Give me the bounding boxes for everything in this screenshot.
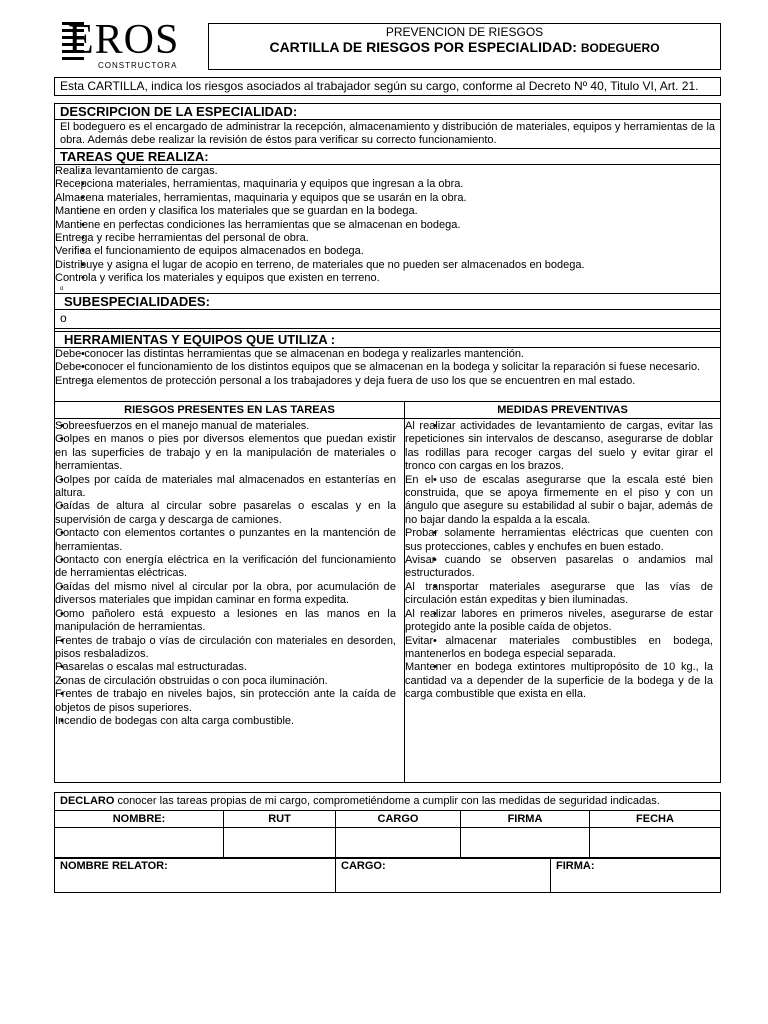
risk-item: • Caídas de altura al circular sobre pasarelas o escalas y en la supervisión de carga y descarga de camiones. xyxy=(55,500,396,527)
task-item: • Almacena materiales, herramientas, maquinaria y equipos que se usarán en la obra. xyxy=(55,192,720,205)
risks-list xyxy=(54,418,405,783)
tool-item: • Entrega elementos de protección personal a los trabajadores y deja fuera de uso los que se encuentren en mal estado. xyxy=(55,375,720,388)
col-firma-header: FIRMA xyxy=(460,810,590,828)
cargo-field[interactable] xyxy=(335,827,461,858)
relator-name-label: NOMBRE RELATOR: xyxy=(60,860,168,872)
intro-note: Esta CARTILLA, indica los riesgos asociados al trabajador según su cargo, conforme al Decreto Nº 40, Titulo VI, Art. 21. xyxy=(54,77,721,96)
relator-cargo-field[interactable] xyxy=(335,857,551,893)
tasks-trailing-mark: o xyxy=(60,286,64,292)
risks-heading: RIESGOS PRESENTES EN LAS TAREAS xyxy=(54,401,405,419)
risk-item: • Frentes de trabajo en niveles bajos, sin protección ante la caída de objetos de pisos superiores. xyxy=(55,688,396,715)
tasks-heading: TAREAS QUE REALIZA: xyxy=(54,148,721,165)
header-title: CARTILLA DE RIESGOS POR ESPECIALIDAD: xyxy=(269,39,577,55)
document-header xyxy=(208,23,721,70)
col-cargo-header: CARGO xyxy=(335,810,461,828)
measure-item: • Probar solamente herramientas eléctricas que cuenten con sus protecciones, cables y enchufes en buen estado. xyxy=(405,527,713,554)
tools-list xyxy=(54,347,721,402)
relator-cargo-label: CARGO: xyxy=(341,860,386,872)
task-item: • Mantiene en perfectas condiciones las herramientas que se almacenan en bodega. xyxy=(55,219,720,232)
tasks-list xyxy=(54,164,721,294)
description-heading: DESCRIPCION DE LA ESPECIALIDAD: xyxy=(54,103,721,120)
risk-item: • Pasarelas o escalas mal estructuradas. xyxy=(55,661,396,674)
subspecialties-value: o xyxy=(54,309,721,329)
nombre-field[interactable] xyxy=(54,827,224,858)
measure-item: • Evitar almacenar materiales combustibles en bodega, mantenerlos en bodega especial separada. xyxy=(405,635,713,662)
subspecialties-heading: SUBESPECIALIDADES: xyxy=(54,293,721,310)
rut-field[interactable] xyxy=(223,827,336,858)
risk-item: • Golpes en manos o pies por diversos elementos que puedan existir en las superficies de trabajo y en la manipulación de materiales o herramientas. xyxy=(55,433,396,473)
header-title-row xyxy=(209,39,720,55)
risk-item: • Frentes de trabajo o vías de circulación con materiales en desorden, pisos resbaladizos. xyxy=(55,635,396,662)
measure-item: • Avisar cuando se observen pasarelas o andamios mal estructurados. xyxy=(405,554,713,581)
measures-list xyxy=(404,418,721,783)
task-item: • Verifica el funcionamiento de equipos almacenados en bodega. xyxy=(55,245,720,258)
task-item: • Mantiene en orden y clasifica los materiales que se guardan en la bodega. xyxy=(55,205,720,218)
task-item: • Realiza levantamiento de cargas. xyxy=(55,165,720,178)
logo-brand: EROS xyxy=(68,17,180,63)
risk-item: • Caídas del mismo nivel al circular por la obra, por acumulación de diversos materiales que impidan caminar en forma expedita. xyxy=(55,581,396,608)
risk-item: • Contacto con energía eléctrica en la verificación del funcionamiento de herramientas eléctricas. xyxy=(55,554,396,581)
risk-item: • Golpes por caída de materiales mal almacenados en estanterías en altura. xyxy=(55,474,396,501)
risk-item: • Incendio de bodegas con alta carga combustible. xyxy=(55,715,396,728)
task-item: • Distribuye y asigna el lugar de acopio en terreno, de materiales que no pueden ser almacenados en bodega. xyxy=(55,259,720,272)
relator-name-field[interactable] xyxy=(54,857,336,893)
col-fecha-header: FECHA xyxy=(589,810,721,828)
col-nombre-header: NOMBRE: xyxy=(54,810,224,828)
declaration-text xyxy=(54,792,721,811)
tool-item: • Debe conocer el funcionamiento de los distintos equipos que se almacenan en la bodega y solicitar la reparación si fuese necesario. xyxy=(55,361,720,374)
task-item: • Recepciona materiales, herramientas, maquinaria y equipos que ingresan a la obra. xyxy=(55,178,720,191)
risk-item: • Como pañolero está expuesto a lesiones en las manos en la manipulación de herramientas. xyxy=(55,608,396,635)
description-text: El bodeguero es el encargado de administrar la recepción, almacenamiento y distribución de materiales, equipos y herramientas de la obra. Además debe realizar la revisión de éstos para verificar su correcto funcionamiento. xyxy=(54,119,721,149)
measures-heading: MEDIDAS PREVENTIVAS xyxy=(404,401,721,419)
header-specialty: BODEGUERO xyxy=(580,41,660,55)
declaration-body: conocer las tareas propias de mi cargo, comprometiéndome a cumplir con las medidas de seguridad indicadas. xyxy=(114,795,660,807)
firma-field[interactable] xyxy=(460,827,590,858)
measure-item: • Al realizar labores en primeros niveles, asegurarse de estar protegido ante la posible caída de objetos. xyxy=(405,608,713,635)
risk-item: • Zonas de circulación obstruidas o con poca iluminación. xyxy=(55,675,396,688)
col-rut-header: RUT xyxy=(223,810,336,828)
risk-item: • Sobreesfuerzos en el manejo manual de materiales. xyxy=(55,420,396,433)
logo-subtitle: CONSTRUCTORA xyxy=(98,61,178,70)
measure-item: • Al realizar actividades de levantamiento de cargas, evitar las repeticiones sin intervalos de descanso, asegurarse de doblar las rodillas para recoger cargas del suelo y evitar girar el tronco con cargas en los brazos. xyxy=(405,420,713,474)
tool-item: • Debe conocer las distintas herramientas que se almacenan en bodega y realizarles mantención. xyxy=(55,348,720,361)
measure-item: • En el uso de escalas asegurarse que la escala esté bien construida, que se apoya firmemente en el piso y con un ángulo que asegure su estabilidad al subir o bajar, además de no bajar dando la espalda a la escala. xyxy=(405,474,713,528)
task-item: • Entrega y recibe herramientas del personal de obra. xyxy=(55,232,720,245)
declaration-lead: DECLARO xyxy=(60,795,115,807)
risk-item: • Contacto con elementos cortantes o punzantes en la mantención de herramientas. xyxy=(55,527,396,554)
task-item: • Controla y verifica los materiales y equipos que existen en terreno. xyxy=(55,272,720,285)
header-category: PREVENCION DE RIESGOS xyxy=(385,25,544,39)
relator-firma-field[interactable] xyxy=(550,857,721,893)
measure-item: • Mantener en bodega extintores multipropósito de 10 kg., la cantidad va a depender de la superficie de la bodega y de la carga combustible que exista en ella. xyxy=(405,661,713,701)
fecha-field[interactable] xyxy=(589,827,721,858)
company-logo xyxy=(58,17,208,72)
tools-heading: HERRAMIENTAS Y EQUIPOS QUE UTILIZA : xyxy=(54,331,721,348)
measure-item: • Al transportar materiales asegurarse que las vías de circulación están expeditas y bien iluminadas. xyxy=(405,581,713,608)
relator-firma-label: FIRMA: xyxy=(556,860,595,872)
